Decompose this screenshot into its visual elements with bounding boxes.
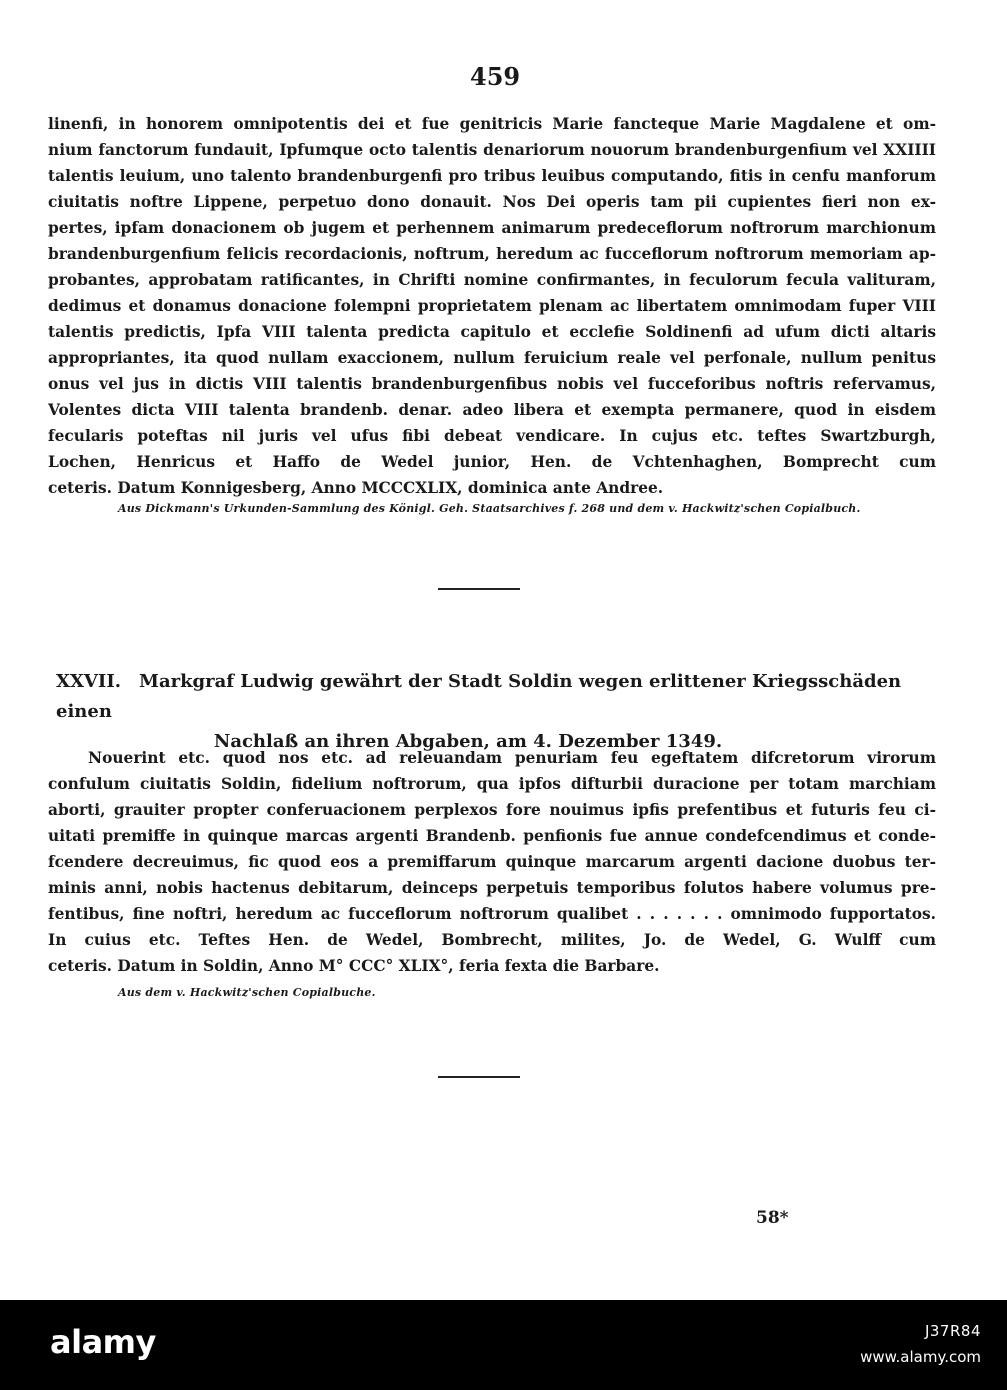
- text-line: minis anni, nobis hactenus debitarum, deinceps perpetuis temporibus folutos habere volumus pre-: [48, 879, 936, 897]
- alamy-logo: alamy: [50, 1323, 156, 1361]
- text-line: fentibus, fine noftri, heredum ac fucceflorum noftrorum qualibet . . . . . . . omnimodo fupportatos.: [48, 905, 936, 923]
- text-line: Nouerint etc. quod nos etc. ad releuandam penuriam feu egeftatem difcretorum virorum: [88, 749, 936, 767]
- text-line: uitati premiffe in quinque marcas argenti Brandenb. penfionis fue annue condefcendimus et conde-: [48, 827, 936, 845]
- text-line: pertes, ipfam donacionem ob jugem et perhennem animarum predeceflorum noftrorum marchionum: [48, 219, 936, 237]
- text-line: onus vel jus in dictis VIII talentis brandenburgenfibus nobis vel fucceforibus noftris refervamus,: [48, 375, 936, 393]
- source-note: Aus Dickmann's Urkunden-Sammlung des Königl. Geh. Staatsarchives f. 268 und dem v. Hackwitz'schen Copialbuch.: [118, 502, 861, 515]
- text-line: appropriantes, ita quod nullam exaccionem, nullum feruicium reale vel perfonale, nullum penitus: [48, 349, 936, 367]
- image-id: J37R84: [924, 1322, 981, 1340]
- text-line: aborti, grauiter propter conferuacionem perplexos fore nouimus ipfis prefentibus et futuris feu ci-: [48, 801, 936, 819]
- document-title-line-2: Nachlaß an ihren Abgaben, am 4. Dezember 1349.: [213, 731, 723, 752]
- text-line: ceteris. Datum Konnigesberg, Anno MCCCXLIX, dominica ante Andree.: [48, 479, 664, 497]
- document-2-heading: [56, 667, 940, 757]
- text-line: confulum ciuitatis Soldin, fidelium noftrorum, qua ipfos difturbii duracione per totam marchiam: [48, 775, 936, 793]
- text-line: nium fanctorum fundauit, Ipfumque octo talentis denariorum nouorum brandenburgenfium vel XXIIII: [48, 141, 936, 159]
- text-line: dedimus et donamus donacione folempni proprietatem plenam ac libertatem omnimodam fuper VIII: [48, 297, 936, 315]
- section-divider: [438, 588, 520, 590]
- text-line: talentis leuium, uno talento brandenburgenfi pro tribus leuibus computando, fitis in cenfu manforum: [48, 167, 936, 185]
- page-number-top: 459: [470, 62, 521, 91]
- stock-url: www.alamy.com: [860, 1348, 981, 1366]
- text-line: fcendere decreuimus, fic quod eos a premiffarum quinque marcarum argenti dacione duobus ter-: [48, 853, 936, 871]
- text-line: linenfi, in honorem omnipotentis dei et fue genitricis Marie fancteque Marie Magdalene et om-: [48, 115, 936, 133]
- text-line: brandenburgenfium felicis recordacionis, noftrum, heredum ac fucceflorum noftrorum memoriam ap-: [48, 245, 936, 263]
- document-number: XXVII.: [56, 671, 122, 692]
- text-line: Lochen, Henricus et Haffo de Wedel junior, Hen. de Vchtenhaghen, Bomprecht cum: [48, 453, 936, 471]
- section-divider: [438, 1076, 520, 1078]
- text-line: Volentes dicta VIII talenta brandenb. denar. adeo libera et exempta permanere, quod in eisdem: [48, 401, 936, 419]
- stock-watermark-footer: [0, 1300, 1007, 1390]
- page-number-bottom: 58*: [756, 1208, 789, 1228]
- text-line: talentis predictis, Ipfa VIII talenta predicta capitulo et ecclefie Soldinenfi ad ufum dicti altaris: [48, 323, 936, 341]
- text-line: fecularis poteftas nil juris vel ufus fibi debeat vendicare. In cujus etc. teftes Swartzburgh,: [48, 427, 936, 445]
- document-title-line-1: Markgraf Ludwig gewährt der Stadt Soldin wegen erlittener Kriegsschäden einen: [56, 671, 902, 722]
- text-line: ceteris. Datum in Soldin, Anno M° CCC° XLIX°, feria fexta die Barbare.: [48, 957, 660, 975]
- source-note: Aus dem v. Hackwitz'schen Copialbuche.: [118, 986, 376, 999]
- text-line: ciuitatis noftre Lippene, perpetuo dono donauit. Nos Dei operis tam pii cupientes fieri non ex-: [48, 193, 936, 211]
- text-line: In cuius etc. Teftes Hen. de Wedel, Bombrecht, milites, Jo. de Wedel, G. Wulff cum: [48, 931, 936, 949]
- text-line: probantes, approbatam ratificantes, in Chrifti nomine confirmantes, in feculorum fecula valituram,: [48, 271, 936, 289]
